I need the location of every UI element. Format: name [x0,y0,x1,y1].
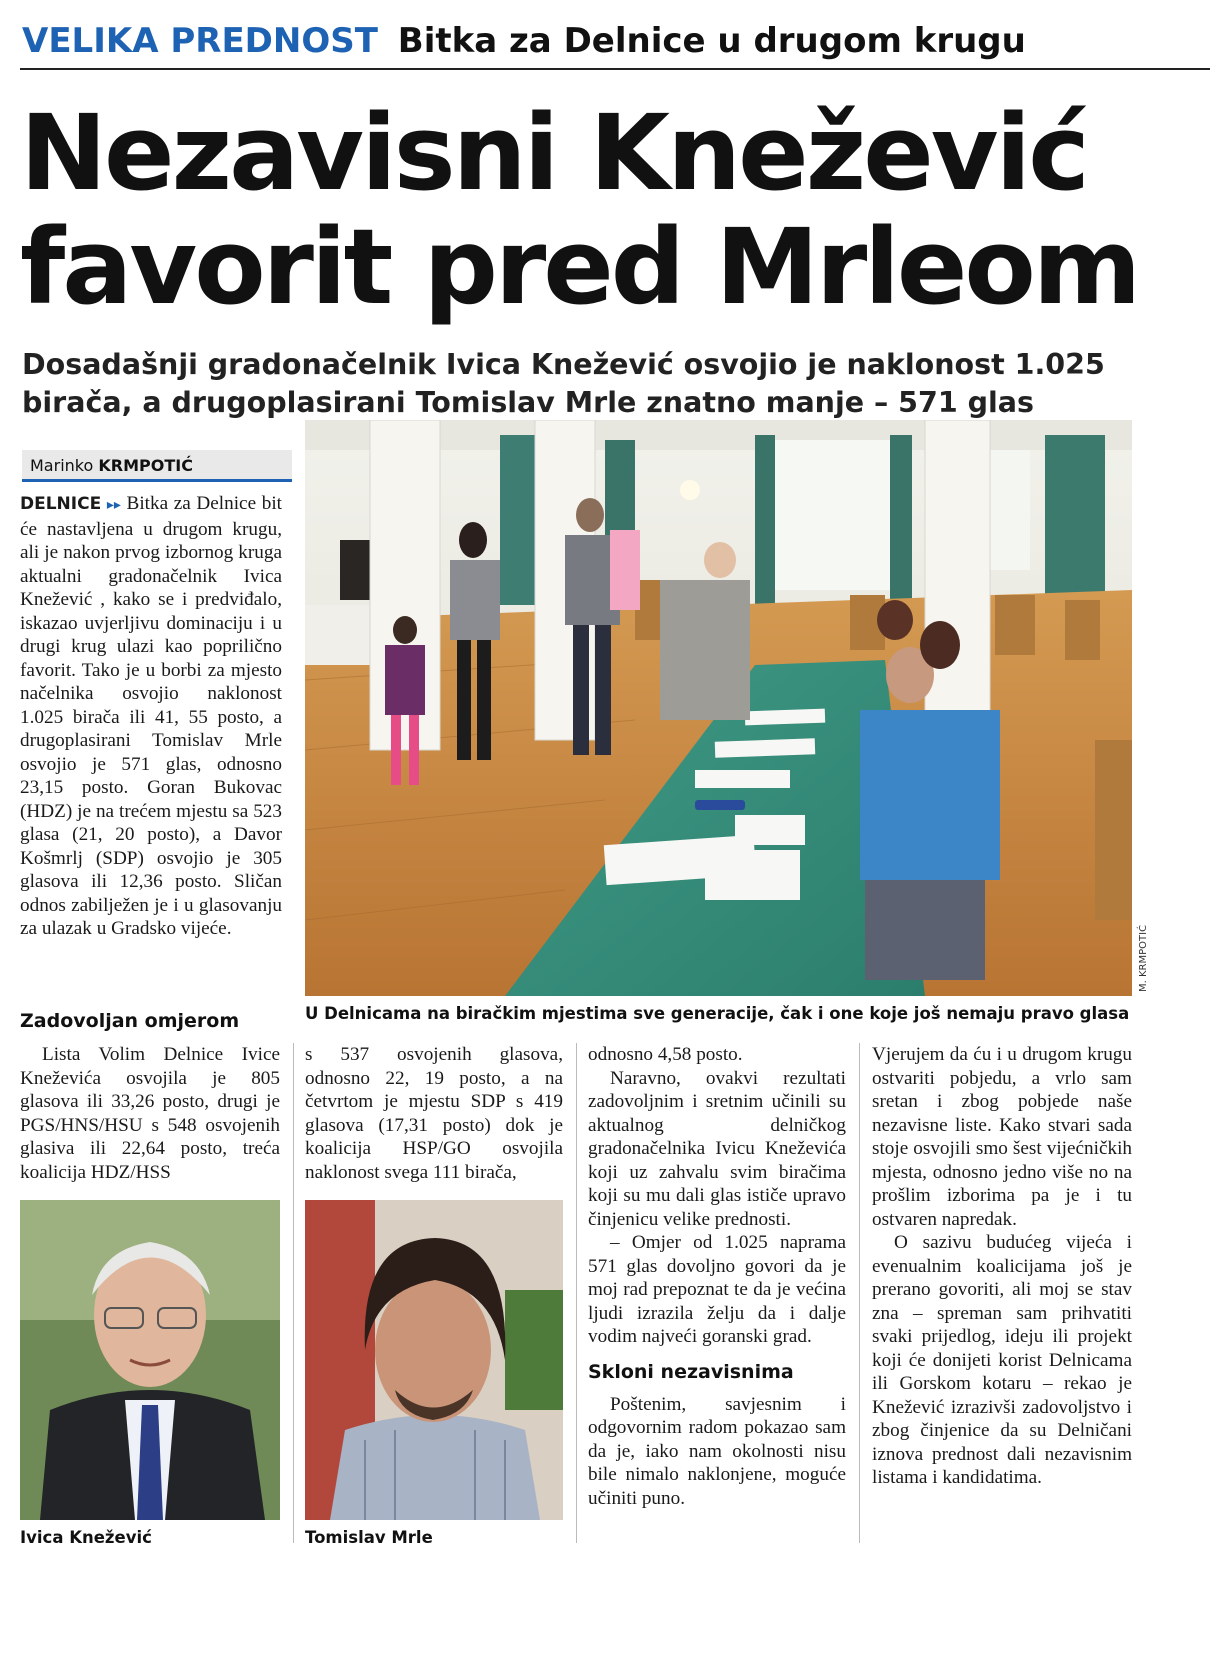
top-rule [20,68,1210,70]
subhead-skloni: Skloni nezavisnima [588,1360,794,1383]
dateline-arrows-icon: ▸▸ [106,498,121,513]
column-3-paragraph-3: – Omjer od 1.025 naprama 571 glas dovoljno govori da je moj rad prepoznat te da je većina ljudi izrazila želju da i dalje vodim najveći goranski grad. [588,1232,846,1347]
column-4-paragraph-1: Vjerujem da ću i u drugom krugu ostvariti pobjedu, a vrlo sam sretan i zbog pobjede naše nezavisne liste. Kako stvari sada stoje osvojili smo šest vijećničkih mjesta, odnosno jedno više no na prošlim izborima pa je i tu ostvaren napredak. [872,1044,1132,1230]
byline [22,450,292,482]
main-photo-caption: U Delnicama na biračkim mjestima sve generacije, čak i one koje još nemaju pravo glasa [305,1004,1130,1023]
deck [22,346,1212,422]
column-4-text [872,1043,1132,1490]
subhead-zadovoljan: Zadovoljan omjerom [20,1010,240,1032]
photo-credit: M. KRMPOTIĆ [1138,924,1149,992]
column-divider-3 [859,1043,860,1543]
headline-line-1: Nezavisni Knežević [20,92,1087,214]
kicker-label: VELIKA PREDNOST [22,21,378,61]
column-4-paragraph-2: O sazivu budućeg vijeća i evenualnim koalicijama još je prerano govoriti, ali moj se stav zna – spreman sam prihvatiti svaki prijedlog, ideju ili projekt koji će donijeti korist Delnicama ili Gorskom kotaru – rekao je Knežević izrazivši zadovoljstvo i zbog činjenice da su Delničani iznova prednost dali nezavisnim listama i kandidatima. [872,1232,1132,1488]
lead-column [20,492,282,941]
deck-line-1: Dosadašnji gradonačelnik Ivica Knežević osvojio je naklonost 1.025 [22,348,1105,381]
column-divider-1 [293,1043,294,1543]
column-3-text [588,1043,846,1510]
column-1-text [20,1043,280,1184]
headline-line-2: favorit pred Mrleom [20,206,1139,328]
dateline: DELNICE [20,494,102,514]
kicker [22,18,1202,64]
column-1-paragraph: Lista Volim Delnice Ivice Kneževića osvojila je 805 glasova ili 33,26 posto, drugi je PGS/HNS/HSU s 548 osvojenih glasiva ili 22,64 posto, treća koalicija HDZ/HSS [20,1044,280,1183]
headline [20,92,1220,328]
deck-line-2: birača, a drugoplasirani Tomislav Mrle znatno manje – 571 glas [22,386,1034,419]
portrait-caption-knezevic: Ivica Knežević [20,1528,152,1547]
portrait-mrle [305,1200,563,1520]
lead-text: Bitka za Delnice bit će nastavljena u drugom krugu, ali je nakon prvog izbornog kruga aktualni gradonačelnik Ivica Knežević , kako se i predviđalo, iskazao uvjerljivu dominaciju i u drugi krug ulazi kao poprilično favorit. Tako je u borbi za mjesto načelnika osvojio naklonost 1.025 birača ili 41, 55 posto, a drugoplasirani Tomislav Mrle osvojio je 571 glas, odnosno 23,15 posto. Goran Bukovac (HDZ) je na trećem mjestu sa 523 glasa (21, 20 posto), a Davor Košmrlj (SDP) osvojio je 305 glasova ili 12,36 posto. Sličan odnos zabilježen je i u glasovanju za ulazak u Gradsko vijeće. [20,493,282,939]
byline-last-name: KRMPOTIĆ [98,456,193,475]
portrait-knezevic [20,1200,280,1520]
lead-paragraph [20,492,282,941]
column-2-paragraph: s 537 osvojenih glasova, odnosno 22, 19 posto, a na četvrtom je mjestu SDP s 419 glasova (17,31 posto) dok je koalicija HSP/GO osvojila naklonost svega 111 birača, [305,1044,563,1183]
column-3-paragraph-1: odnosno 4,58 posto. [588,1044,743,1065]
column-3-paragraph-4: Poštenim, savjesnim i odgovornim radom pokazao sam da je, iako nam okolnosti nisu bile nimalo naklonjene, moguće učiniti puno. [588,1393,846,1509]
column-3-paragraph-2: Naravno, ovakvi rezultati zadovoljnim i sretnim učinili su aktualnog delničkog gradonačelnika Ivicu Kneževića koji uz zahvalu svim biračima koji su mu dali glas ističe upravo činjenicu velike prednosti. [588,1067,846,1230]
column-2-text [305,1043,563,1184]
kicker-title: Bitka za Delnice u drugom krugu [397,21,1026,61]
column-divider-2 [576,1043,577,1543]
main-photo [305,420,1132,996]
byline-first-name: Marinko [30,456,94,475]
portrait-caption-mrle: Tomislav Mrle [305,1528,433,1547]
